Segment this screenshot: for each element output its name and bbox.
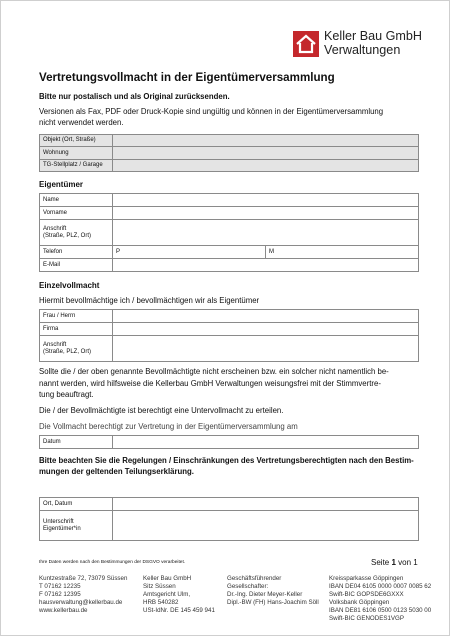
- garage-label: TG-Stellplatz / Garage: [40, 160, 113, 172]
- proxy-address-field[interactable]: [113, 336, 419, 362]
- company-label: Firma: [40, 323, 113, 336]
- document-title: Vertretungsvollmacht in der Eigentümerversammlung: [39, 71, 335, 84]
- place-date-field[interactable]: [113, 498, 419, 511]
- apartment-label: Wohnung: [40, 147, 113, 160]
- house-logo-icon: [293, 31, 319, 57]
- phone-label: Telefon: [40, 246, 113, 259]
- object-field[interactable]: [113, 135, 419, 147]
- date-table: [39, 435, 419, 449]
- page-number: Seite 1 von 1: [371, 558, 418, 567]
- first-name-field[interactable]: [113, 207, 419, 220]
- proxy-address-label: Anschrift (Straße, PLZ, Ort): [40, 336, 113, 362]
- object-label: Objekt (Ort, Straße): [40, 135, 113, 147]
- company-field[interactable]: [113, 323, 419, 336]
- regulations-note: Bitte beachten Sie die Regelungen / Einschränkungen des Vertretungsberechtigten nach den Bestim- mungen der geltenden Teilungserklärung.: [39, 456, 414, 476]
- company-logo-text: Keller Bau GmbH Verwaltungen: [324, 29, 422, 57]
- name-field[interactable]: [113, 194, 419, 207]
- owner-address-label: Anschrift (Straße, PLZ, Ort): [40, 220, 113, 246]
- frau-herrn-field[interactable]: [113, 310, 419, 323]
- place-date-label: Ort, Datum: [40, 498, 113, 511]
- apartment-field[interactable]: [113, 147, 419, 160]
- frau-herrn-label: Frau / Herrn: [40, 310, 113, 323]
- single-proxy-intro: Hiermit bevollmächtige ich / bevollmächtigen wir als Eigentümer: [39, 296, 260, 305]
- signature-label: Unterschrift Eigentümer*in: [40, 511, 113, 541]
- owner-table: [39, 193, 419, 272]
- owner-address-field[interactable]: [113, 220, 419, 246]
- phone-mobile-field[interactable]: M: [266, 246, 419, 259]
- instruction: Bitte nur postalisch und als Original zurücksenden.: [39, 92, 230, 101]
- subproxy-paragraph: Die / der Bevollmächtigte ist berechtigt eine Untervollmacht zu erteilen.: [39, 406, 284, 415]
- date-field[interactable]: [113, 436, 419, 449]
- validity-text: Die Vollmacht berechtigt zur Vertretung in der Eigentümerversammlung am: [39, 422, 298, 431]
- footer-management: Geschäftsführender Gesellschafter: Dr.-Ing. Dieter Meyer-Keller Dipl.-BW (FH) Hans-Joachim Söll: [227, 575, 319, 606]
- footer-address: Kuntzestraße 72, 73079 Süssen T 07162 12235 F 07162 12395 hausverwaltung@kellerbau.de www.kellerbau.de: [39, 575, 128, 614]
- notice-text: Versionen als Fax, PDF oder Druck-Kopie sind ungültig und können in der Eigentümerversammlung nicht verwendet werden.: [39, 107, 384, 127]
- email-field[interactable]: [113, 259, 419, 272]
- email-label: E-Mail: [40, 259, 113, 272]
- footer-company: Keller Bau GmbH Sitz Süssen Amtsgericht Ulm, HRB 540282 USt-IdNr. DE 145 459 941: [143, 575, 215, 614]
- signature-field[interactable]: [113, 511, 419, 541]
- footer-bank: Kreissparkasse Göppingen IBAN DE04 6105 0000 0007 0085 62 Swift-BIC GOPSDE6GXXX Volksbank Göppingen IBAN DE81 6106 0500 0123 5030 00 Swift-BIC GENODES1VGP: [329, 575, 432, 622]
- single-proxy-heading: Einzelvollmacht: [39, 281, 100, 290]
- phone-private-field[interactable]: P: [113, 246, 266, 259]
- garage-field[interactable]: [113, 160, 419, 172]
- owner-heading: Eigentümer: [39, 180, 84, 189]
- gdpr-note: Ihre Daten werden nach den Bestimmungen der DSGVO verarbeitet.: [39, 560, 186, 565]
- first-name-label: Vorname: [40, 207, 113, 220]
- name-label: Name: [40, 194, 113, 207]
- signature-table: [39, 497, 419, 541]
- date-label: Datum: [40, 436, 113, 449]
- proxy-table: [39, 309, 419, 362]
- object-table: [39, 134, 419, 172]
- substitute-paragraph: Sollte die / der oben genannte Bevollmächtigte nicht erscheinen bzw. ein solcher nicht namentlich be- nannt werden, wird hilfsweise die Kellerbau GmbH Verwaltungen weisungsfrei mit der Stimmvertre- tung beauftragt.: [39, 367, 389, 399]
